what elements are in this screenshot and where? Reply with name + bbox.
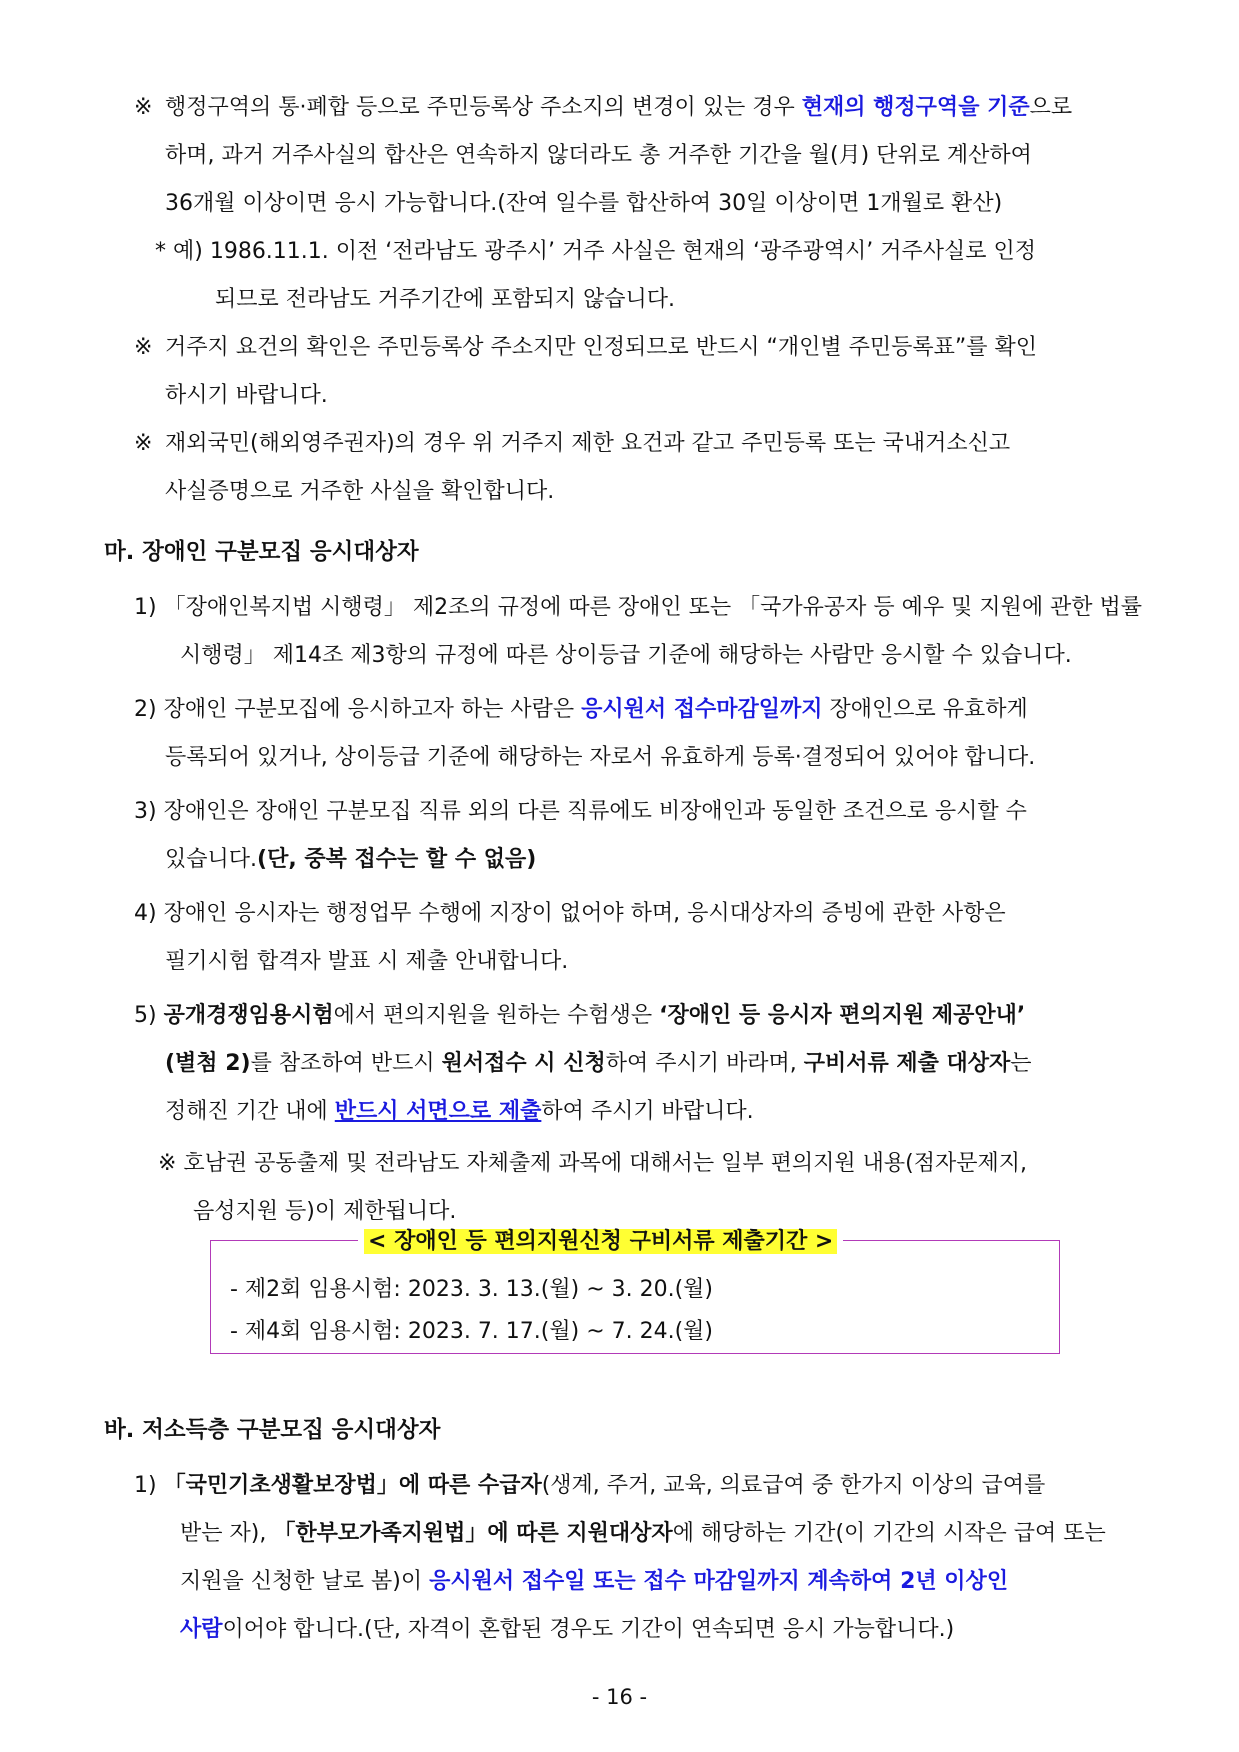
ba-item-1-line-2 <box>180 1514 1106 1554</box>
ba-item-1-recipient: 「국민기초생활보장법」에 따른 수급자 <box>163 1473 542 1498</box>
ma-item-2-line-2: 등록되어 있거나, 상이등급 기준에 해당하는 자로서 유효하게 등록·결정되어 있어야 합니다. <box>165 745 1036 770</box>
ba-item-1-text-5: 이어야 합니다.(단, 자격이 혼합된 경우도 기간이 연속되면 응시 가능합니다.) <box>222 1617 955 1642</box>
ba-item-1-text-3: 에 해당하는 기간(이 기간의 시작은 급여 또는 <box>672 1521 1106 1546</box>
ma-item-5-text: 에서 편의지원을 원하는 수험생은 <box>333 1003 653 1028</box>
ma-item-5-target: 구비서류 제출 대상자 <box>803 1051 1011 1076</box>
note-mark-3: ※ <box>134 431 153 456</box>
ba-item-1-line-3 <box>180 1562 1008 1602</box>
ma-item-3-text: 있습니다. <box>165 847 258 872</box>
page-number: - 16 - <box>591 1685 648 1709</box>
note-1-line-3: 36개월 이상이면 응시 가능합니다.(잔여 일수를 합산하여 30일 이상이면 1개월로 환산) <box>165 191 1003 216</box>
note-3-line-1: 재외국민(해외영주권자)의 경우 위 거주지 제한 요건과 같고 주민등록 또는 국내거소신고 <box>165 431 1011 456</box>
ba-item-1-support: 「한부모가족지원법」에 따른 지원대상자 <box>273 1521 673 1546</box>
ba-item-1-line-4 <box>180 1610 954 1650</box>
ma-item-5-line-2 <box>165 1044 1032 1084</box>
ma-item-1-line-2: 시행령」 제14조 제3항의 규정에 따른 상이등급 기준에 해당하는 사람만 응시할 수 있습니다. <box>180 643 1072 668</box>
ma-item-1-line-1: 1) 「장애인복지법 시행령」 제2조의 규정에 따른 장애인 또는 「국가유공자 등 예우 및 지원에 관한 법률 <box>134 595 1143 620</box>
ma-item-5-line-3 <box>165 1092 754 1132</box>
section-heading-disabled: 마. 장애인 구분모집 응시대상자 <box>104 539 419 565</box>
note-mark: ※ <box>134 95 153 120</box>
box-title-text: < 장애인 등 편의지원신청 구비서류 제출기간 > <box>364 1229 837 1254</box>
ma-item-5-text-3: 하여 주시기 바라며, <box>605 1051 797 1076</box>
example-line-1: * 예) 1986.11.1. 이전 ‘전라남도 광주시’ 거주 사실은 현재의 ‘광주광역시’ 거주사실로 인정 <box>155 239 1037 264</box>
ma-note-line-2: 음성지원 등)이 제한됩니다. <box>193 1199 457 1224</box>
ma-item-2-text: 2) 장애인 구분모집에 응시하고자 하는 사람은 <box>134 697 575 722</box>
ma-item-5-text-6: 하여 주시기 바랍니다. <box>541 1099 754 1124</box>
ma-item-5-text-4: 는 <box>1010 1051 1032 1076</box>
ma-item-4-line-1: 4) 장애인 응시자는 행정업무 수행에 지장이 없어야 하며, 응시대상자의 증빙에 관한 사항은 <box>134 901 1006 926</box>
note-1-emphasis: 현재의 행정구역을 기준 <box>801 95 1030 120</box>
ma-item-5-number: 5) <box>134 1003 157 1028</box>
note-2-line-1: 거주지 요건의 확인은 주민등록상 주소지만 인정되므로 반드시 “개인별 주민등록표”를 확인 <box>165 335 1038 360</box>
note-3-line-2: 사실증명으로 거주한 사실을 확인합니다. <box>165 479 555 504</box>
ma-item-5-guide: ‘장애인 등 응시자 편의지원 제공안내’ <box>659 1003 1026 1028</box>
ba-item-1-number: 1) <box>134 1473 157 1498</box>
ba-item-1-text-4: 지원을 신청한 날로 봄)이 <box>180 1569 423 1594</box>
note-mark-2: ※ <box>134 335 153 360</box>
box-title <box>358 1224 843 1260</box>
note-2-line-2: 하시기 바랍니다. <box>165 383 328 408</box>
ma-note-line-1: ※ 호남권 공동출제 및 전라남도 자체출제 과목에 대해서는 일부 편의지원 내용(점자문제지, <box>158 1151 1028 1176</box>
ma-item-5-text-2: 를 참조하여 반드시 <box>250 1051 435 1076</box>
note-1-text: 행정구역의 통·폐합 등으로 주민등록상 주소지의 변경이 있는 경우 <box>165 95 795 120</box>
ma-item-4-line-2: 필기시험 합격자 발표 시 제출 안내합니다. <box>165 949 569 974</box>
ma-item-3-emphasis: (단, 중복 접수는 할 수 없음) <box>257 847 537 872</box>
section-heading-low-income: 바. 저소득층 구분모집 응시대상자 <box>104 1417 441 1443</box>
box-row-2: - 제4회 임용시험: 2023. 7. 17.(월) ~ 7. 24.(월) <box>230 1319 714 1344</box>
ma-item-5-text-5: 정해진 기간 내에 <box>165 1099 328 1124</box>
ma-item-5-exam: 공개경쟁임용시험 <box>163 1003 334 1028</box>
ba-item-1-emphasis-2: 사람 <box>180 1617 223 1642</box>
ba-item-1-text-2: 받는 자), <box>180 1521 267 1546</box>
ma-item-5-annex: (별첨 2) <box>165 1051 251 1076</box>
ma-item-2-text-end: 장애인으로 유효하게 <box>829 697 1028 722</box>
ma-item-3-line-2 <box>165 840 536 880</box>
example-line-2: 되므로 전라남도 거주기간에 포함되지 않습니다. <box>215 287 676 312</box>
box-row-1: - 제2회 임용시험: 2023. 3. 13.(월) ~ 3. 20.(월) <box>230 1277 714 1302</box>
ma-item-2-line-1 <box>134 690 1028 730</box>
ba-item-1-emphasis: 응시원서 접수일 또는 접수 마감일까지 계속하여 2년 이상인 <box>429 1569 1009 1594</box>
ba-item-1-text: (생계, 주거, 교육, 의료급여 중 한가지 이상의 급여를 <box>541 1473 1046 1498</box>
ma-item-5-submit: 반드시 서면으로 제출 <box>334 1099 542 1124</box>
note-1-text-end: 으로 <box>1029 95 1073 120</box>
note-1-line-2: 하며, 과거 거주사실의 합산은 연속하지 않더라도 총 거주한 기간을 월(月) 단위로 계산하여 <box>165 143 1032 168</box>
ma-item-5-apply: 원서접수 시 신청 <box>441 1051 606 1076</box>
ma-item-5-line-1 <box>134 996 1025 1036</box>
note-1-line-1 <box>165 88 1072 128</box>
ma-item-3-line-1: 3) 장애인은 장애인 구분모집 직류 외의 다른 직류에도 비장애인과 동일한 조건으로 응시할 수 <box>134 799 1027 824</box>
ba-item-1-line-1 <box>134 1466 1045 1506</box>
ma-item-2-emphasis: 응시원서 접수마감일까지 <box>581 697 823 722</box>
